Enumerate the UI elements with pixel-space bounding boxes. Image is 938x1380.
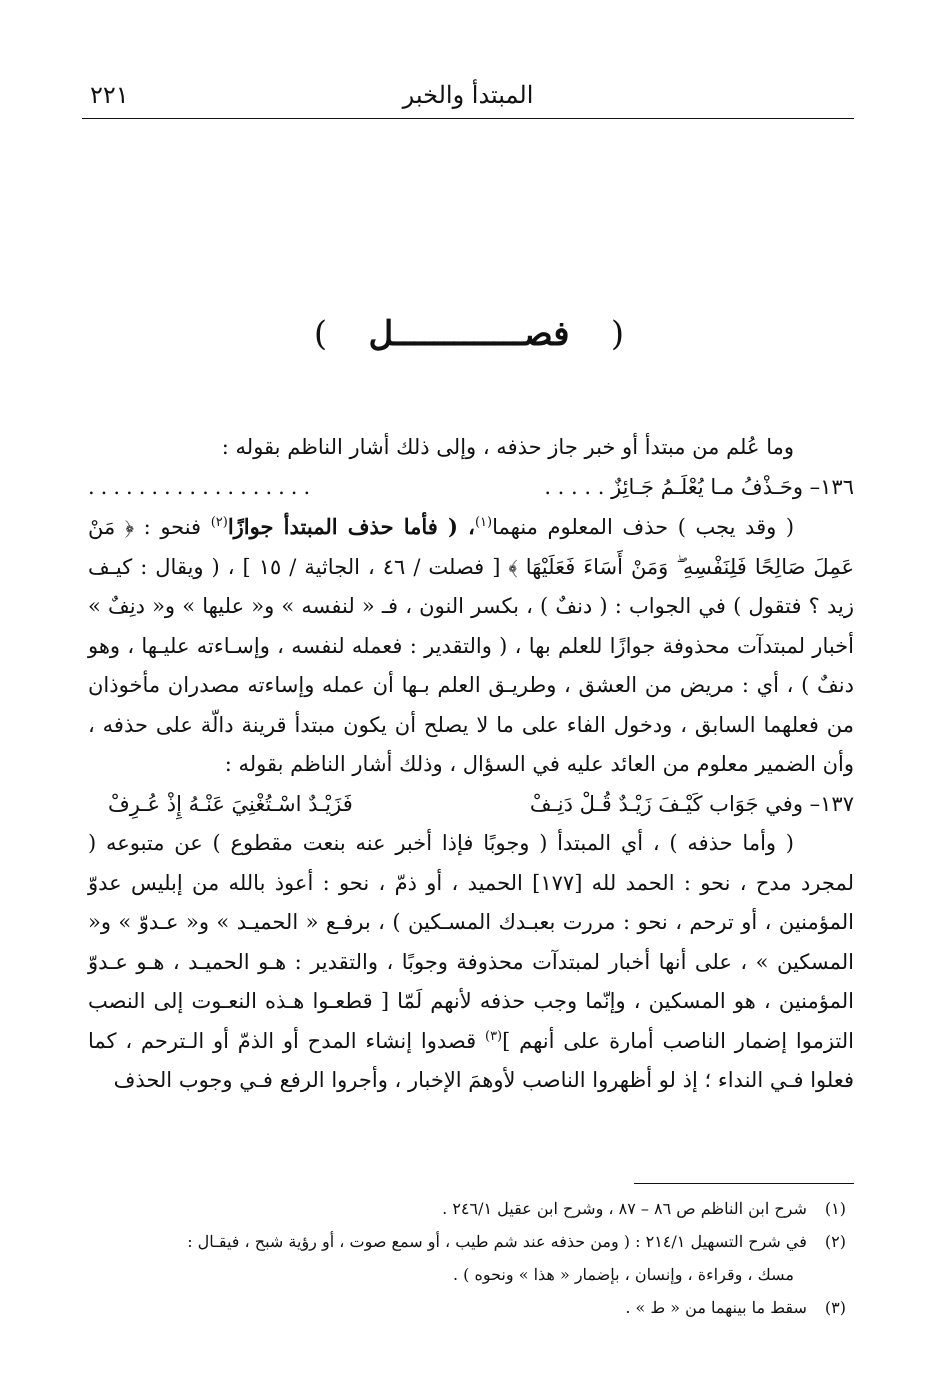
footnote-2 (88, 1225, 846, 1258)
footnote-ref-2[interactable]: (٢) (210, 515, 228, 530)
verse-136 (88, 468, 854, 508)
page-header (82, 78, 854, 119)
p2-part-c: فنحو : ﴿ مَنْ عَمِلَ صَالِحًا فَلِنَفْسِهِ ۖ وَمَنْ أَسَاءَ فَعَلَيْهَا ﴾ [ فصلت / ٤٦ ، الجاثية / ١٥ ] ، ( ويقال : كيـف زيد ؟ فتقول ) في الجواب : ( دنفٌ ) ، بكسر النون ، فـ « لنفسه » و« عليها » و« دنِفٌ » أخبار لمبتدآت محذوفة جوازًا للعلم بها ، ( والتقدير : فعمله لنفسه ، وإسـاءته عليـها ، وهو دنفٌ ) ، أي : مريض من العشق ، وطريـق العلم بـها أن عمله وإساءته مصدران مأخوذان من فعلهما السابق ، ودخول الفاء على ما لا يصلح أن يكون مبتدأ قرينة دالّة على حذفه ، وأن الضمير معلوم من العائد عليه في السؤال ، وذلك أشار الناظم بقوله : (88, 515, 854, 776)
page-number: ٢٢١ (90, 81, 129, 109)
p2-part-b: ، ( فأما حذف المبتدأ جوازًا (227, 514, 475, 539)
running-title: المبتدأ والخبر (402, 81, 534, 109)
p2-part-a: ( وقد يجب ) حذف المعلوم منهما (492, 515, 795, 539)
verse-137-second-hemistich: فَزَيْـدٌ اسْـتُغْنِيَ عَنْـهُ إِذْ عُـرِفْ (108, 791, 353, 816)
p3-part-b: قصدوا إنشاء المدح أو الذمّ أو الـترحم ، كما فعلوا فـي النداء ؛ إذ لو أظهروا الناصب لأوهمَ الإخبار ، وأجروا الرفع فـي وجوب الحذف (88, 1028, 854, 1092)
footnote-2-text: في شرح التسهيل ٢١٤/١ : ( ومن حذفه عند شم طيب ، أو سمع صوت ، أو رؤية شبح ، فيقـال : (187, 1232, 807, 1251)
paragraph-deletion-permitted (88, 507, 854, 785)
footnote-3 (88, 1291, 846, 1324)
footnote-divider (634, 1183, 854, 1184)
paragraph-intro: وما عُلم من مبتدأ أو خبر جاز حذفه ، وإلى ذلك أشار الناظم بقوله : (221, 435, 794, 459)
footnote-3-text: سقط ما بينهما من « ط » . (625, 1298, 807, 1317)
footnote-ref-3[interactable]: (٣) (484, 1028, 503, 1044)
p3-part-a: ( وأما حذفه ) ، أي المبتدأ ( وجوبًا فإذا أخبر عنه بنعت مقطوع ) عن متبوعه ( لمجرد مدح ، نحو : الحمد لله [١٧٧] الحميد ، أو ذمّ ، نحو : أعوذ بالله من إبليس عدوّ المؤمنين ، أو ترحم ، نحو : مررت بعبـدك المسـكين ) ، برفـع « الحميـد » و« عـدوّ » و« المسكين » ، على أنها أخبار لمبتدآت محذوفة وجوبًا ، والتقدير : هـو الحميـد ، هـو عـدوّ المؤمنين ، هو المسكين ، وإنّما وجب حذفه لأنهم لَمّا [ قطعـوا هـذه النعـوت إلى النصب التزموا إضمار الناصب أمارة على أنهم ] (88, 831, 854, 1053)
paragraph-deletion-obligatory (88, 824, 854, 1101)
verse-136-text: ١٣٦– وحَـذْفُ مـا يُعْلَـمُ جَـائِزٌ . . . . . (544, 474, 854, 499)
footnote-ref-1[interactable]: (١) (474, 515, 493, 530)
section-open-paren: ( (610, 314, 625, 354)
footnote-3-number: (٣) (824, 1298, 846, 1317)
verse-136-dots: .................. (88, 474, 317, 499)
body-text (88, 428, 854, 1101)
verse-137 (88, 785, 854, 825)
section-close-paren: ) (313, 314, 328, 354)
footnote-1-text: شرح ابن الناظم ص ٨٦ – ٨٧ ، وشرح ابن عقيل ٢٤٦/١ . (442, 1199, 807, 1218)
footnote-2-number: (٢) (824, 1232, 846, 1251)
section-title (0, 312, 938, 356)
footnotes (88, 1192, 846, 1324)
footnote-1 (88, 1192, 846, 1225)
footnote-2-continuation: مسك ، وقراءة ، وإنسان ، بإضمار « هذا » ونحوه ) . (452, 1265, 794, 1284)
section-title-word: فصـــــــــــــل (368, 314, 570, 354)
footnote-1-number: (١) (824, 1199, 846, 1218)
verse-137-first-hemistich: ١٣٧– وفي جَوَاب كَيْـفَ زَيْـدٌ قُـلْ دَنِـفْ (529, 791, 854, 816)
